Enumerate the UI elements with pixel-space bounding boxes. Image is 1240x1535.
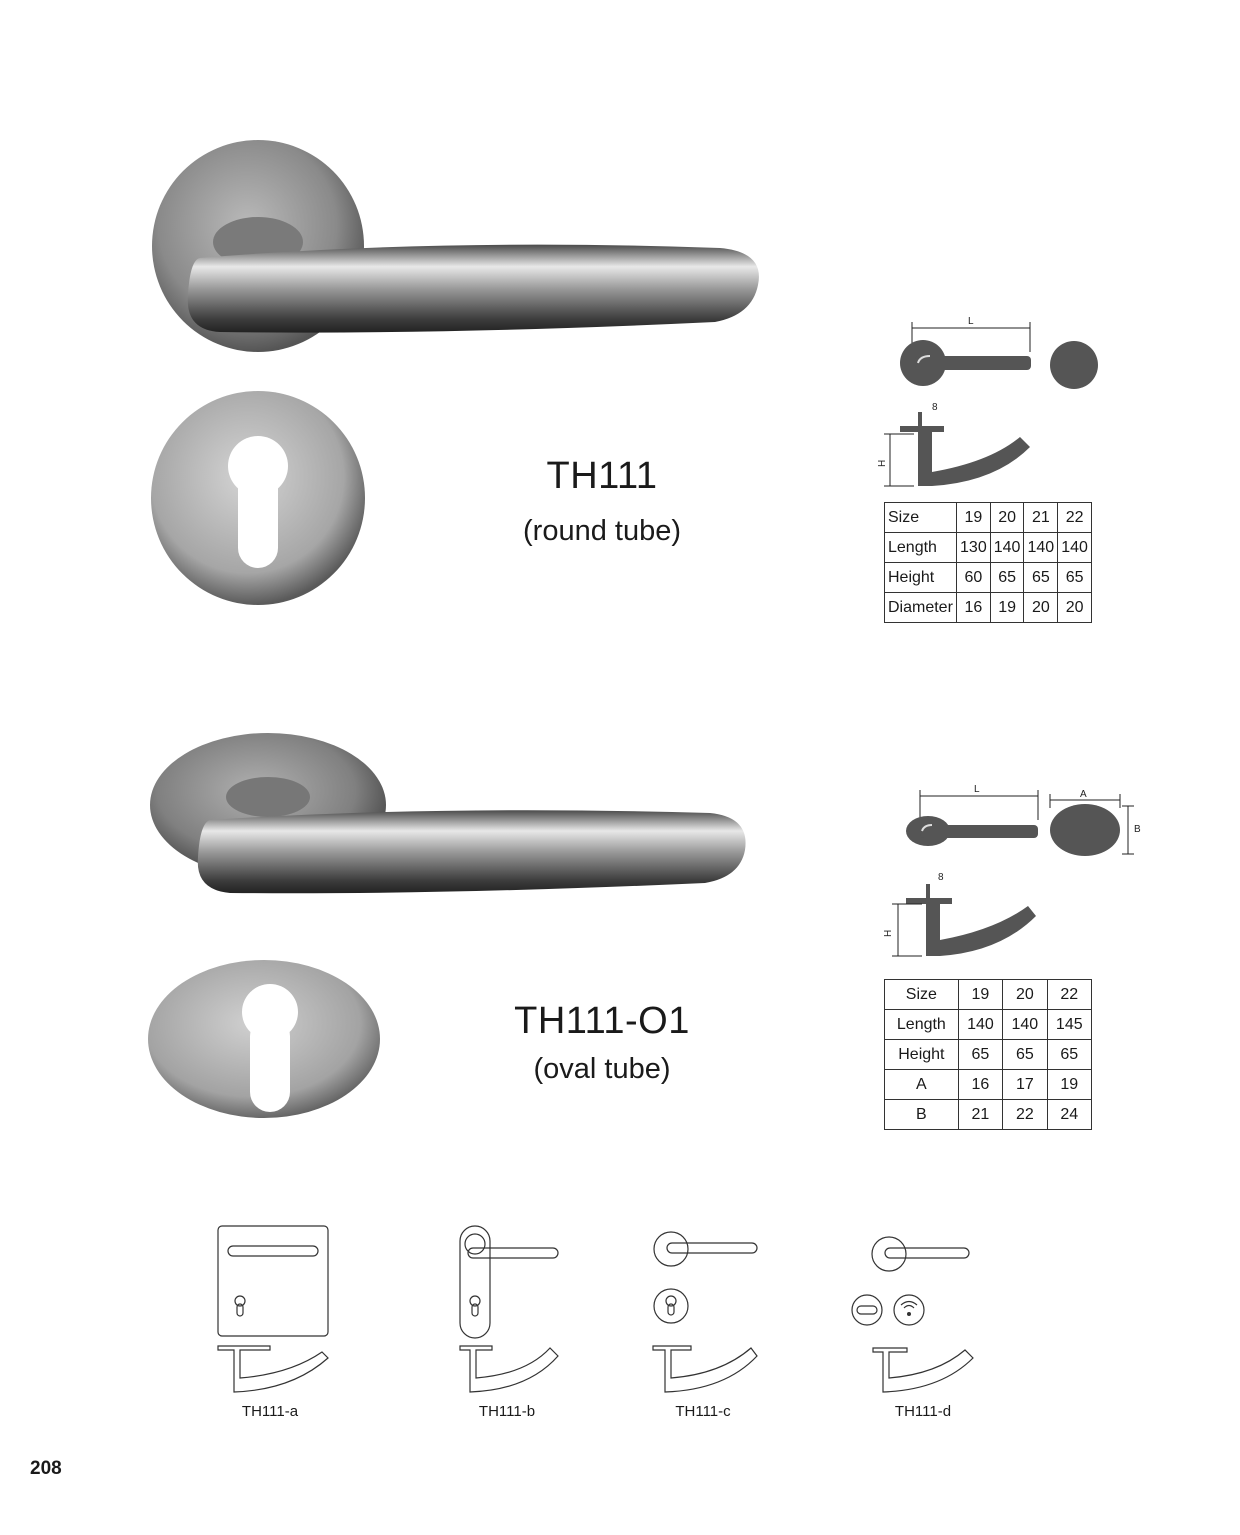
variant-d-caption: TH111-d xyxy=(894,1403,952,1420)
table-cell: 145 xyxy=(1047,1010,1091,1040)
table-cell: 24 xyxy=(1047,1100,1091,1130)
table-cell: Size xyxy=(885,503,957,533)
table-cell: Diameter xyxy=(885,593,957,623)
variant-a-caption: TH111-a xyxy=(241,1403,299,1420)
table-row xyxy=(885,503,1092,533)
th111-escutcheon-photo xyxy=(148,388,370,610)
table-row xyxy=(885,980,1092,1010)
table-cell: 65 xyxy=(1047,1040,1091,1070)
table-cell: 19 xyxy=(990,593,1024,623)
variant-b-caption: TH111-b xyxy=(478,1403,536,1420)
th111-o1-dim-a-label: A xyxy=(1080,789,1087,800)
page-number: 208 xyxy=(30,1458,62,1479)
table-row xyxy=(885,1040,1092,1070)
th111-o1-dim-length-label: L xyxy=(974,784,980,795)
table-cell: 17 xyxy=(1003,1070,1047,1100)
table-row xyxy=(885,533,1092,563)
table-cell: 140 xyxy=(958,1010,1002,1040)
th111-o1-escutcheon-photo xyxy=(146,958,382,1120)
th111-o1-dim-height-label: H xyxy=(883,929,894,937)
th111-o1-spec-table xyxy=(884,979,1092,1130)
table-cell: 140 xyxy=(1058,533,1092,563)
th111-dim-height-label: H xyxy=(877,459,888,467)
table-cell: 60 xyxy=(957,563,991,593)
table-cell: 130 xyxy=(957,533,991,563)
table-cell: 140 xyxy=(1024,533,1058,563)
table-cell: 16 xyxy=(958,1070,1002,1100)
th111-spec-table xyxy=(884,502,1092,623)
table-cell: 140 xyxy=(990,533,1024,563)
table-row xyxy=(885,593,1092,623)
th111-model-title: TH111 xyxy=(546,455,658,497)
table-cell: 22 xyxy=(1047,980,1091,1010)
table-cell: 19 xyxy=(957,503,991,533)
table-cell: 20 xyxy=(1003,980,1047,1010)
table-cell: 65 xyxy=(1024,563,1058,593)
table-cell: 140 xyxy=(1003,1010,1047,1040)
th111-o1-subtitle: (oval tube) xyxy=(533,1053,671,1085)
table-cell: 16 xyxy=(957,593,991,623)
th111-o1-dim-b-label: B xyxy=(1134,824,1141,835)
table-cell: 65 xyxy=(1058,563,1092,593)
table-cell: Size xyxy=(885,980,959,1010)
table-cell: 20 xyxy=(990,503,1024,533)
table-cell: Length xyxy=(885,533,957,563)
th111-subtitle: (round tube) xyxy=(523,515,681,547)
variant-c-caption: TH111-c xyxy=(675,1403,731,1420)
table-cell: 65 xyxy=(990,563,1024,593)
variant-c-drawing xyxy=(645,1220,775,1400)
table-cell: 21 xyxy=(1024,503,1058,533)
th111-dimension-diagram xyxy=(870,312,1110,497)
table-cell: Height xyxy=(885,563,957,593)
table-cell: 65 xyxy=(958,1040,1002,1070)
table-cell: 21 xyxy=(958,1100,1002,1130)
table-row xyxy=(885,1070,1092,1100)
table-cell: 20 xyxy=(1024,593,1058,623)
variant-b-drawing xyxy=(450,1220,580,1400)
table-cell: 20 xyxy=(1058,593,1092,623)
table-cell: Length xyxy=(885,1010,959,1040)
table-cell: B xyxy=(885,1100,959,1130)
th111-o1-dim-offset-label: 8 xyxy=(938,872,944,883)
variant-d-drawing xyxy=(845,1220,985,1400)
table-cell: 22 xyxy=(1003,1100,1047,1130)
th111-o1-handle-photo xyxy=(140,725,760,905)
table-cell: 65 xyxy=(1003,1040,1047,1070)
table-cell: A xyxy=(885,1070,959,1100)
table-row xyxy=(885,1100,1092,1130)
th111-handle-photo xyxy=(140,130,780,370)
th111-o1-dimension-diagram xyxy=(870,780,1150,960)
th111-dim-length-label: L xyxy=(968,316,974,327)
variant-a-drawing xyxy=(210,1220,340,1400)
table-cell: Height xyxy=(885,1040,959,1070)
table-cell: 19 xyxy=(1047,1070,1091,1100)
th111-o1-model-title: TH111-O1 xyxy=(514,1000,690,1042)
table-row xyxy=(885,563,1092,593)
table-cell: 19 xyxy=(958,980,1002,1010)
table-row xyxy=(885,1010,1092,1040)
table-cell: 22 xyxy=(1058,503,1092,533)
th111-dim-offset-label: 8 xyxy=(932,402,938,413)
